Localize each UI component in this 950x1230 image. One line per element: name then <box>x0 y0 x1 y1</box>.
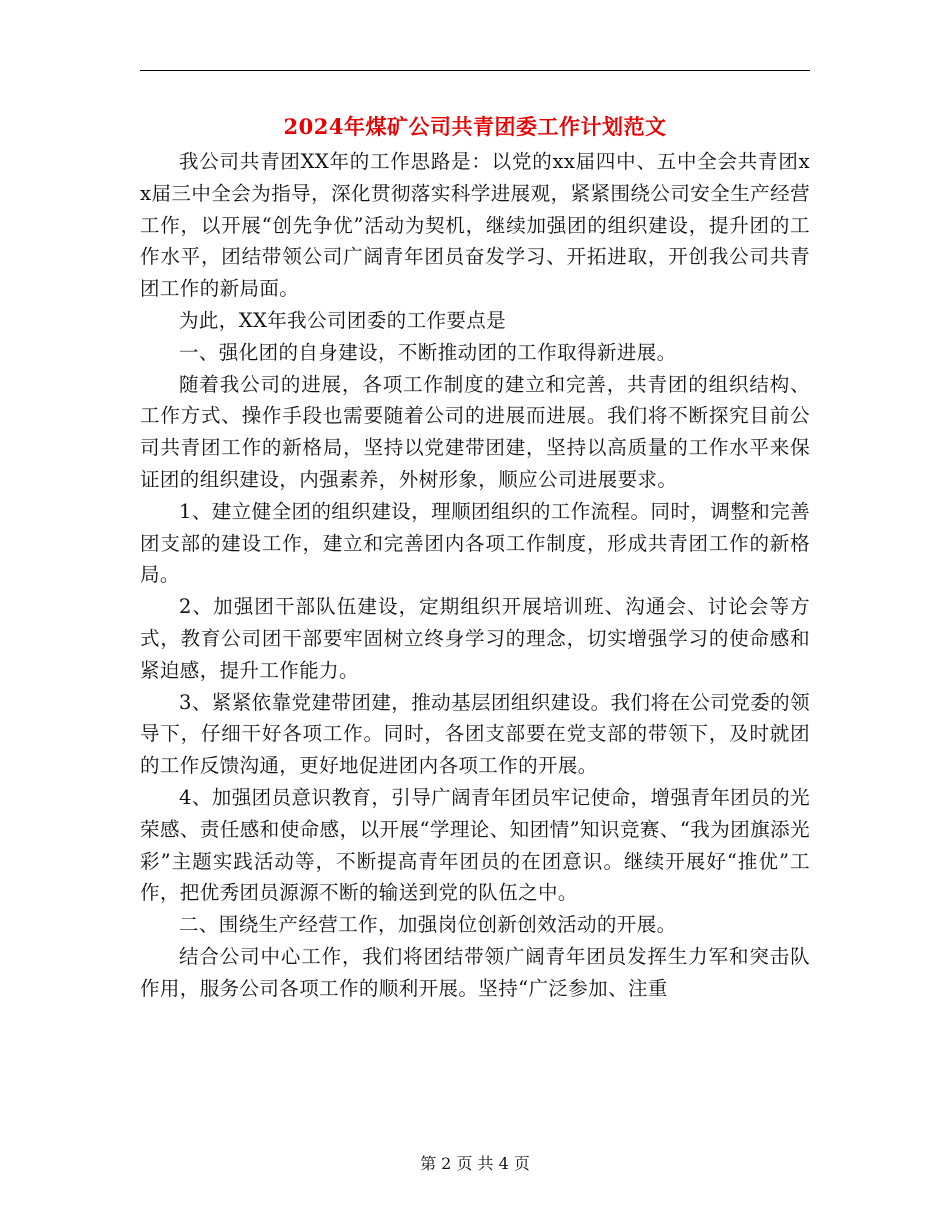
paragraph-9: 二、围绕生产经营工作，加强岗位创新创效活动的开展。 <box>179 913 677 937</box>
paragraph-2: 为此，XX年我公司团委的工作要点是 <box>179 308 507 332</box>
paragraph-8: 4、加强团员意识教育，引导广阔青年团员牢记使命，增强青年团员的光荣感、责任感和使命感，以开展“学理论、知团情”知识竞赛、“我为团旗添光彩”主题实践活动等，不断提高青年团员的在团意识。继续开展好“推优”工作，把优秀团员源源不断的输送到党的队伍之中。 <box>140 785 810 905</box>
paragraph-10: 结合公司中心工作，我们将团结带领广阔青年团员发挥生力军和突击队作用，服务公司各项工作的顺利开展。坚持“广泛参加、注重 <box>140 944 810 1000</box>
paragraph-6: 2、加强团干部队伍建设，定期组织开展培训班、沟通会、讨论会等方式，教育公司团干部要牢固树立终身学习的理念，切实增强学习的使命感和紧迫感，提升工作能力。 <box>140 595 810 682</box>
paragraph-5: 1、建立健全团的组织建设，理顺团组织的工作流程。同时，调整和完善团支部的建设工作，建立和完善团内各项工作制度，形成共青团工作的新格局。 <box>140 499 810 587</box>
page-footer <box>140 1152 810 1176</box>
paragraph-4: 随着我公司的进展，各项工作制度的建立和完善，共青团的组织结构、工作方式、操作手段也需要随着公司的进展而进展。我们将不断探究目前公司共青团工作的新格局，坚持以党建带团建，坚持以高质量的工作水平来保证团的组织建设，内强素养，外树形象，顺应公司进展要求。 <box>140 372 810 491</box>
paragraph-7: 3、紧紧依靠党建带团建，推动基层团组织建设。我们将在公司党委的领导下，仔细干好各项工作。同时，各团支部要在党支部的带领下，及时就团的工作反馈沟通，更好地促进团内各项工作的开展。 <box>140 690 810 778</box>
paragraph-1: 我公司共青团XX年的工作思路是：以党的xx届四中、五中全会共青团xx届三中全会为指导，深化贯彻落实科学进展观，紧紧围绕公司安全生产经营工作，以开展“创先争优”活动为契机，继续加强团的组织建设，提升团的工作水平，团结带领公司广阔青年团员奋发学习、开拓进取，开创我公司共青团工作的新局面。 <box>140 150 810 301</box>
paragraph-3: 一、强化团的自身建设，不断推动团的工作取得新进展。 <box>179 340 677 364</box>
document-title: 2024年煤矿公司共青团委工作计划范文 <box>283 114 667 139</box>
page-number-label: 第 2 页 共 4 页 <box>420 1154 530 1173</box>
document-body <box>140 146 810 1005</box>
header-rule <box>140 70 810 71</box>
